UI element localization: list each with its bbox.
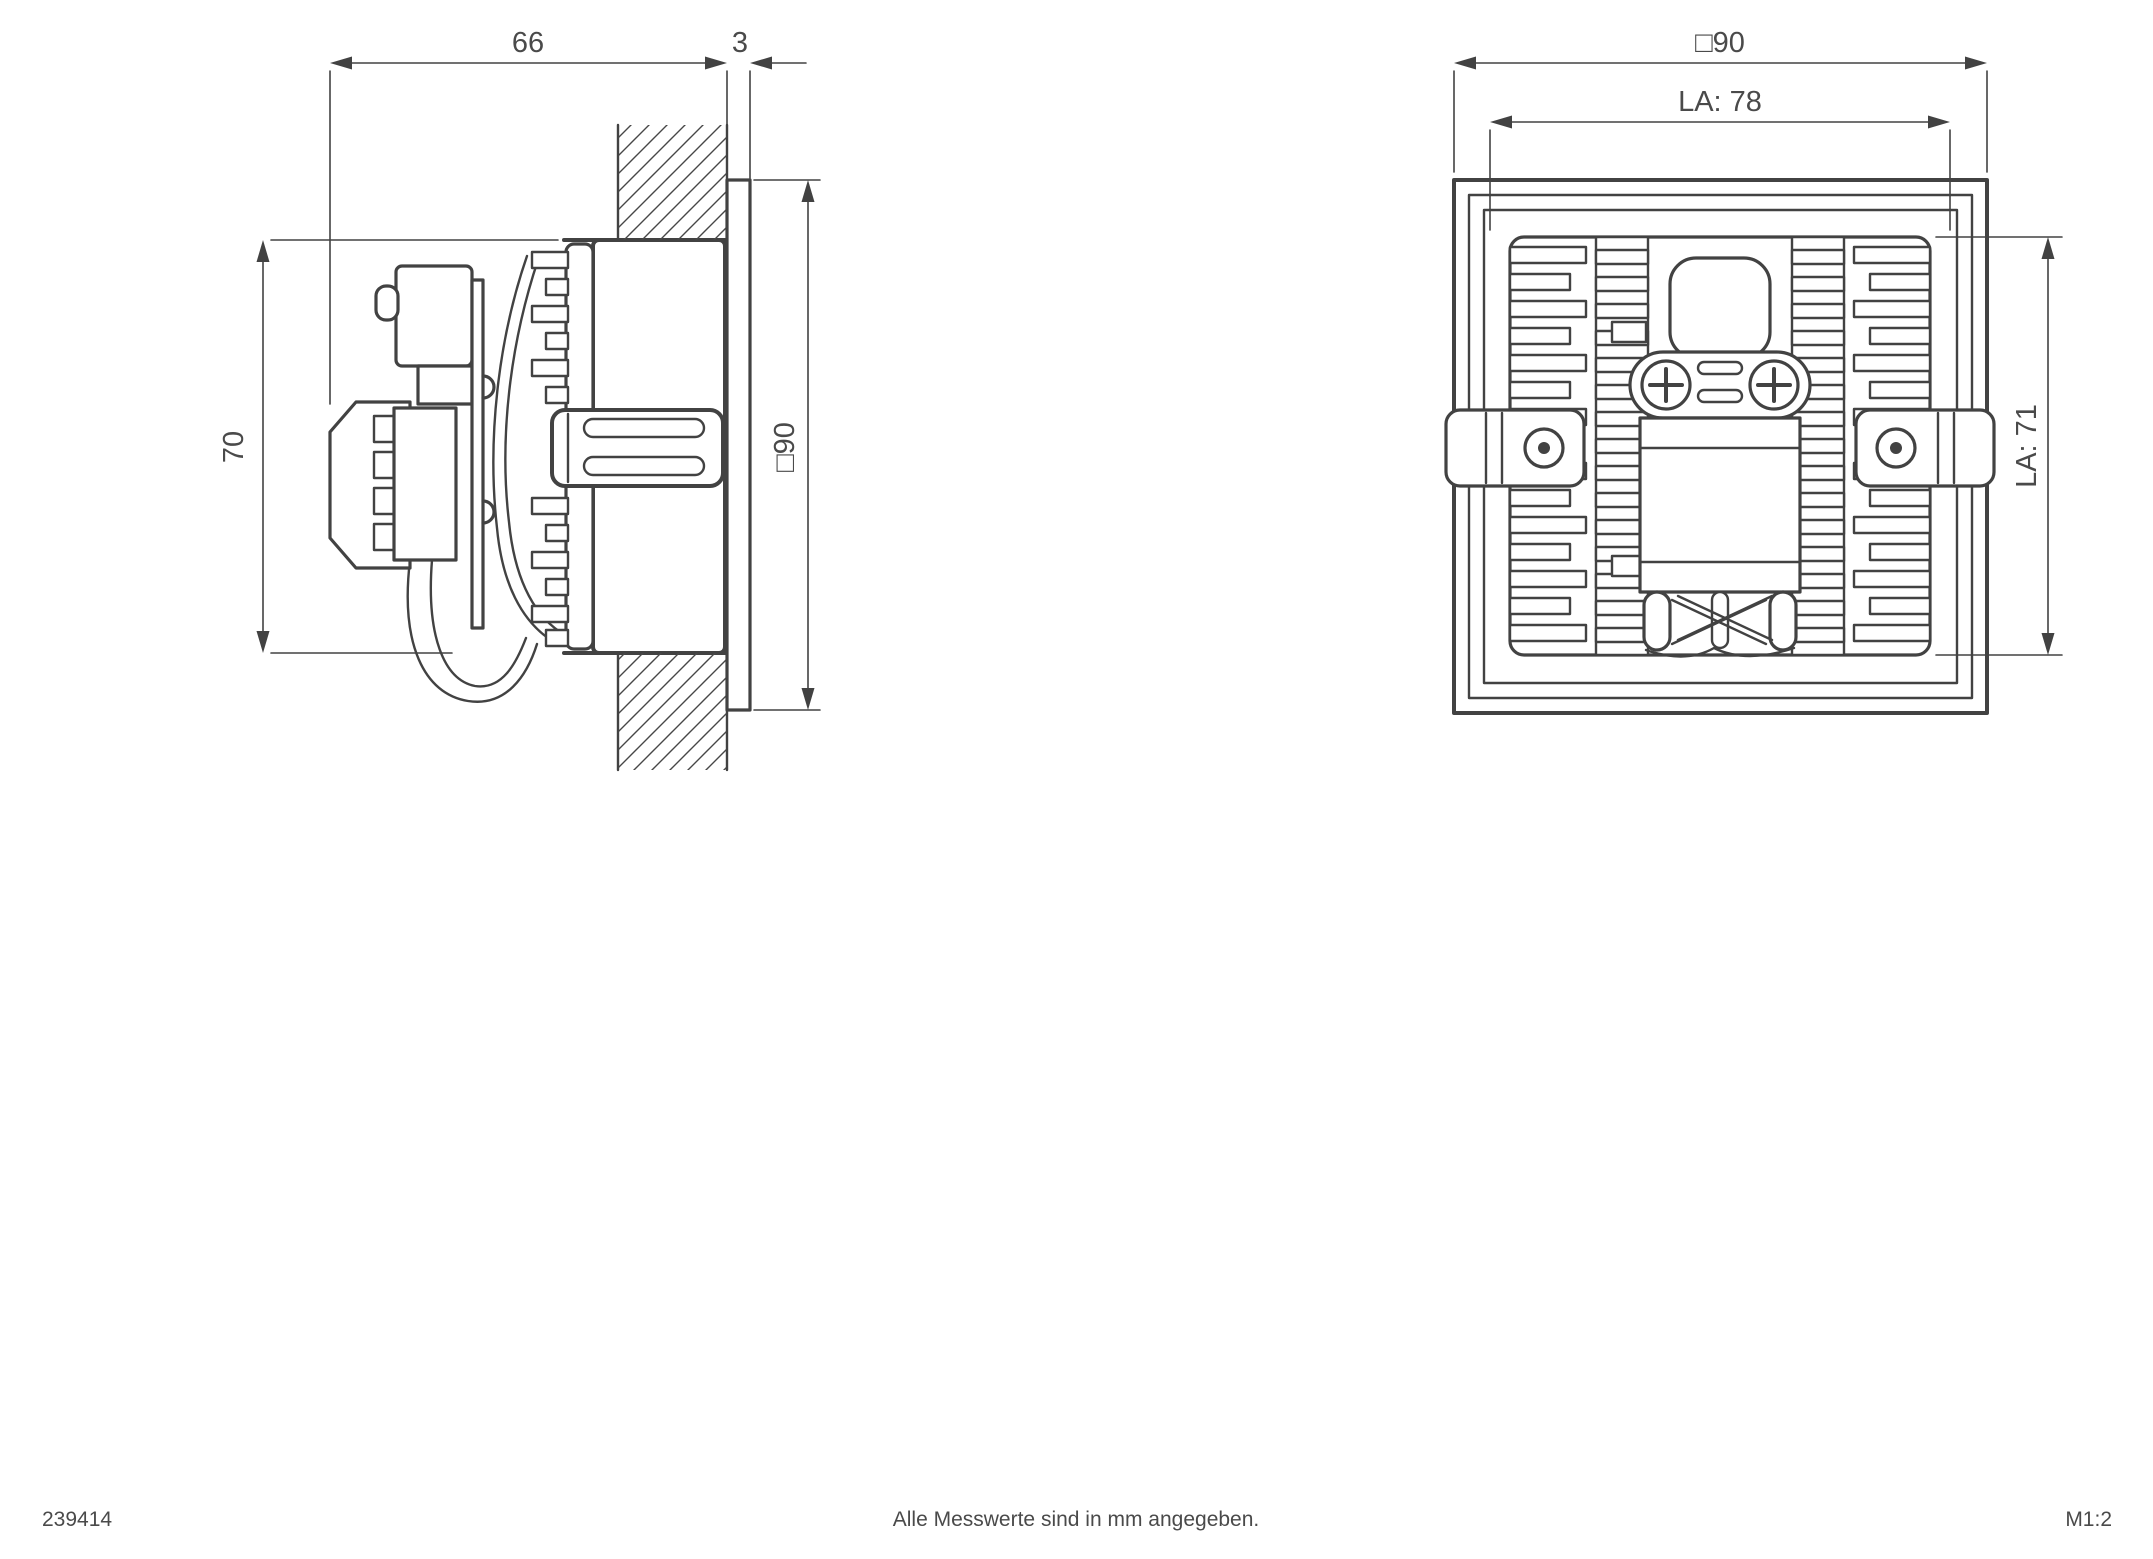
side-view bbox=[218, 27, 820, 770]
fin bbox=[1854, 355, 1930, 371]
mounting-clip-side bbox=[552, 410, 723, 486]
arrow-up-icon bbox=[257, 240, 270, 262]
article-number: 239414 bbox=[42, 1508, 113, 1531]
contact-cell bbox=[374, 488, 394, 514]
contact-cell bbox=[374, 416, 394, 442]
heatsink-fin bbox=[546, 333, 568, 349]
fin bbox=[1510, 571, 1586, 587]
fin bbox=[1510, 490, 1570, 506]
fin bbox=[1510, 247, 1586, 263]
fin bbox=[1854, 625, 1930, 641]
wall-hatch-lower bbox=[618, 653, 727, 770]
heatsink-fin bbox=[546, 630, 568, 646]
fin bbox=[1854, 247, 1930, 263]
fin bbox=[1870, 598, 1930, 614]
fin bbox=[1870, 382, 1930, 398]
rear-view bbox=[1446, 27, 2062, 713]
heatsink-fin bbox=[532, 306, 568, 322]
fin bbox=[1510, 625, 1586, 641]
terminal-slot bbox=[1698, 362, 1742, 374]
ladder-notch bbox=[1612, 322, 1646, 342]
arrow-left-icon bbox=[750, 57, 772, 70]
fin bbox=[1870, 490, 1930, 506]
fin bbox=[1870, 328, 1930, 344]
fin bbox=[1510, 598, 1570, 614]
heatsink-fin bbox=[532, 606, 568, 622]
arrow-down-icon bbox=[802, 688, 815, 710]
screw-live bbox=[1750, 361, 1798, 409]
dim-label-square: □90 bbox=[769, 422, 801, 472]
terminal-assembly bbox=[330, 266, 494, 628]
connector-plate bbox=[472, 280, 483, 628]
fin bbox=[1510, 301, 1586, 317]
terminal-block bbox=[394, 408, 456, 560]
microswitch-box bbox=[396, 266, 472, 366]
ladder-rung bbox=[1792, 250, 1844, 264]
arrow-right-icon bbox=[1965, 57, 1987, 70]
dim-label-square: □90 bbox=[1695, 27, 1745, 59]
arrow-left-icon bbox=[330, 57, 352, 70]
terminal-slot bbox=[1698, 390, 1742, 402]
dim-square90-side bbox=[754, 180, 820, 710]
switch-nub bbox=[376, 286, 398, 320]
dim-label-frame: 3 bbox=[731, 27, 749, 59]
arrow-right-icon bbox=[705, 57, 727, 70]
ladder-rung bbox=[1792, 331, 1844, 345]
ladder-rung bbox=[1792, 277, 1844, 291]
arrow-left-icon bbox=[1490, 116, 1512, 129]
ladder-rung bbox=[1596, 250, 1648, 264]
heatsink-fin bbox=[532, 552, 568, 568]
dim-label-cutout-width: LA: 78 bbox=[1678, 86, 1762, 118]
fin bbox=[1510, 355, 1586, 371]
contact-cell bbox=[374, 452, 394, 478]
heatsink-fin bbox=[546, 525, 568, 541]
clip-pivot-dot bbox=[1890, 442, 1902, 454]
spring-contact bbox=[1770, 592, 1796, 650]
mounting-clip-right bbox=[1856, 410, 1994, 486]
ladder-rung bbox=[1792, 601, 1844, 615]
bezel-frame bbox=[727, 180, 750, 710]
clip-slot bbox=[584, 419, 704, 437]
clip-pivot-dot bbox=[1538, 442, 1550, 454]
dim-label-depth: 66 bbox=[511, 27, 545, 59]
plate-bump bbox=[483, 501, 494, 523]
heatsink-fin bbox=[546, 387, 568, 403]
footer bbox=[42, 1508, 2112, 1531]
fin bbox=[1854, 301, 1930, 317]
arrow-down-icon bbox=[257, 631, 270, 653]
heatsink-fin bbox=[532, 252, 568, 268]
wall-hatch-upper bbox=[618, 125, 727, 240]
fin bbox=[1854, 517, 1930, 533]
driver-box bbox=[1640, 418, 1800, 592]
arrow-up-icon bbox=[2042, 237, 2055, 259]
scale-label: M1:2 bbox=[2065, 1508, 2112, 1531]
ladder-rung bbox=[1792, 304, 1844, 318]
fin bbox=[1510, 517, 1586, 533]
arrow-up-icon bbox=[802, 180, 815, 202]
ladder-rung bbox=[1596, 277, 1648, 291]
clip-slot bbox=[584, 457, 704, 475]
fin bbox=[1854, 571, 1930, 587]
ladder-rung bbox=[1792, 628, 1844, 642]
contact-cell bbox=[374, 524, 394, 550]
heatsink-fin bbox=[532, 360, 568, 376]
microswitch-neck bbox=[418, 366, 472, 404]
ladder-rung bbox=[1596, 601, 1648, 615]
mounting-clip-left bbox=[1446, 410, 1584, 486]
fin bbox=[1510, 274, 1570, 290]
ladder-rung bbox=[1596, 304, 1648, 318]
ladder-rung bbox=[1596, 628, 1648, 642]
screw-neutral bbox=[1642, 361, 1690, 409]
fin bbox=[1870, 544, 1930, 560]
fin bbox=[1870, 274, 1930, 290]
arrow-left-icon bbox=[1454, 57, 1476, 70]
dim-frame-3 bbox=[732, 27, 806, 178]
arrow-right-icon bbox=[1928, 116, 1950, 129]
heatsink-fin bbox=[532, 498, 568, 514]
cable-dome bbox=[1670, 258, 1770, 358]
arrow-down-icon bbox=[2042, 633, 2055, 655]
dim-label-height: 70 bbox=[218, 430, 250, 464]
fin bbox=[1510, 544, 1570, 560]
fin bbox=[1510, 382, 1570, 398]
plate-bump bbox=[483, 376, 494, 398]
dim-label-cutout-height: LA: 71 bbox=[2011, 404, 2043, 488]
heatsink-fin bbox=[546, 579, 568, 595]
fin bbox=[1510, 328, 1570, 344]
spring-contact bbox=[1644, 592, 1670, 650]
measurement-note: Alle Messwerte sind in mm angegeben. bbox=[892, 1508, 1260, 1531]
heatsink-fin bbox=[546, 279, 568, 295]
